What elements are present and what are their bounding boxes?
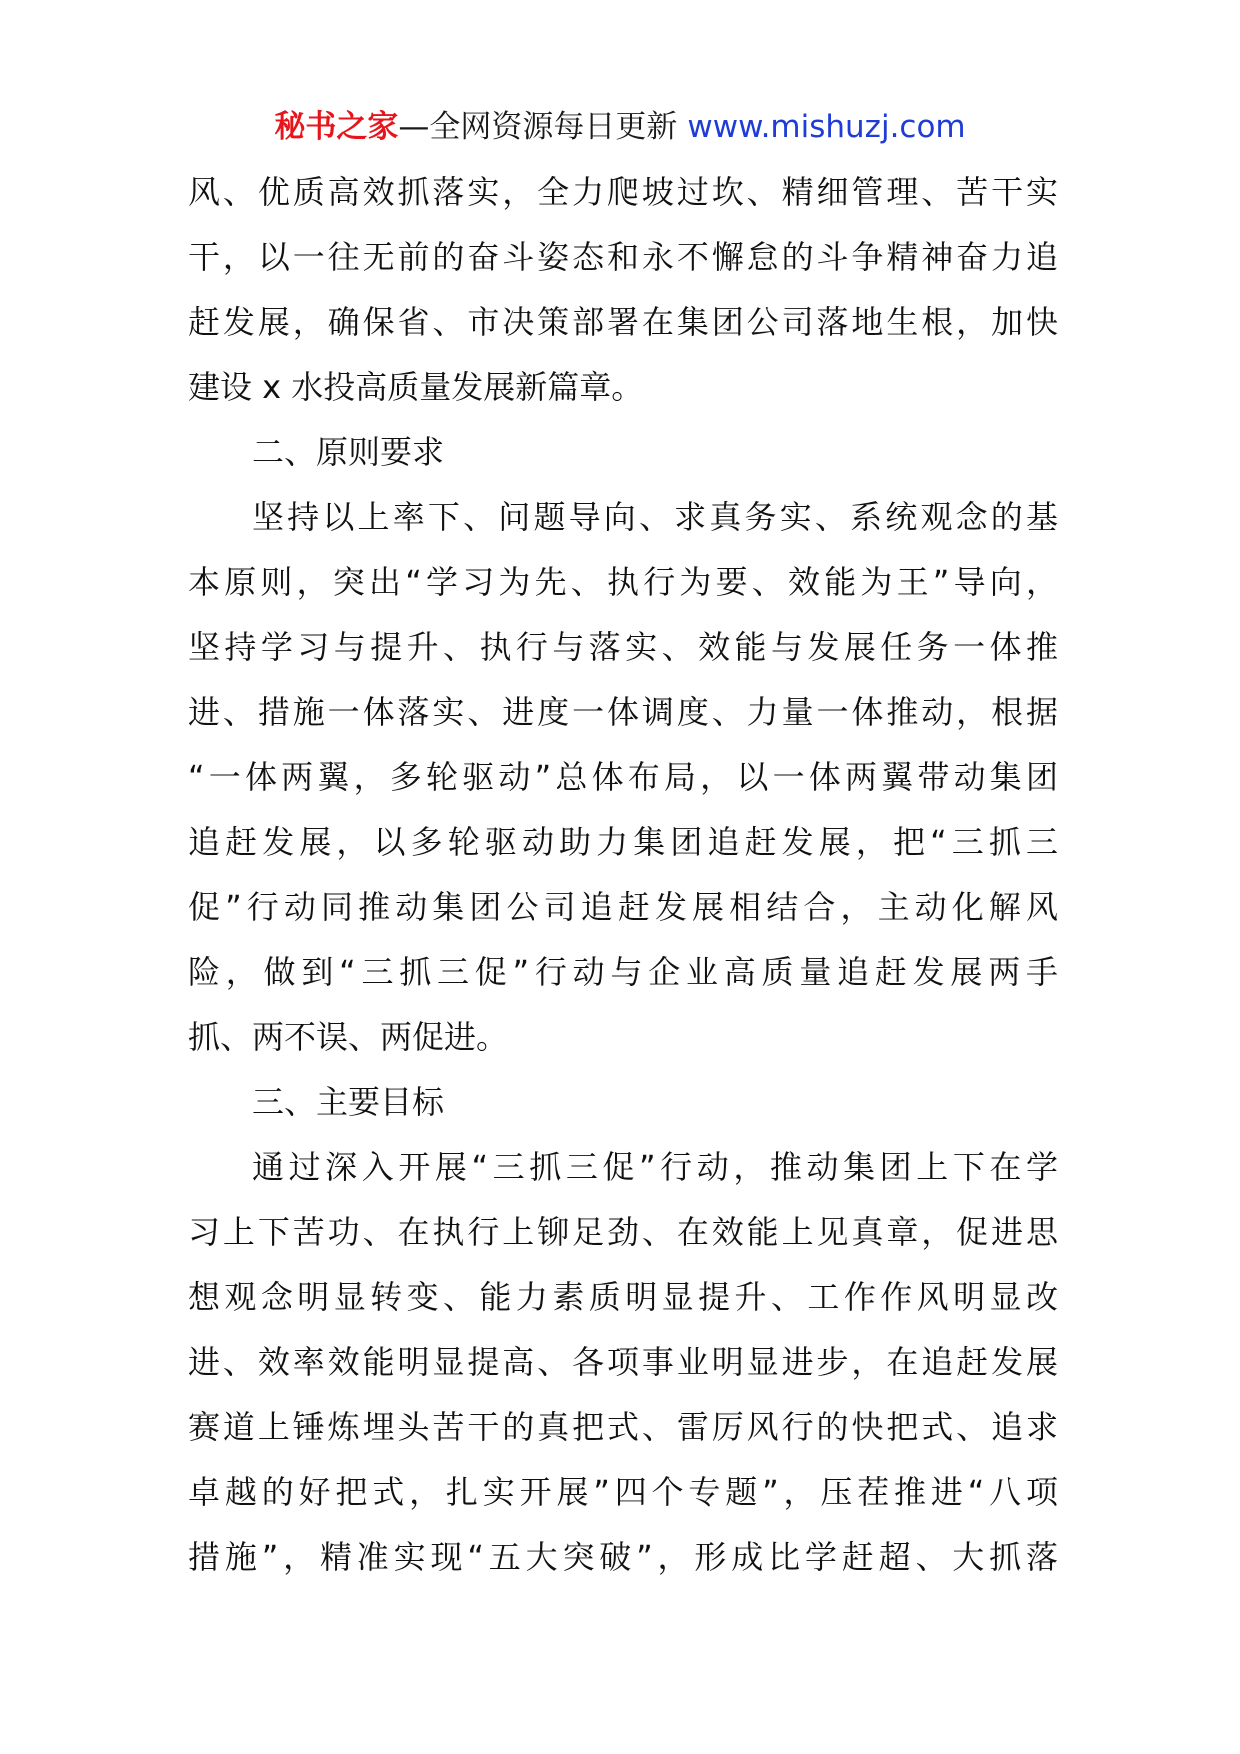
- header-brand: 秘书之家: [274, 109, 399, 145]
- header-site-link[interactable]: www.mishuzj.com: [687, 109, 966, 145]
- text-line: 建设 x 水投高质量发展新篇章。: [188, 368, 644, 406]
- text-line: 措施”，精准实现“五大突破”，形成比学赶超、大抓落: [188, 1538, 1058, 1576]
- text-line: 险，做到“三抓三促”行动与企业高质量追赶发展两手: [188, 953, 1058, 991]
- text-line: 想观念明显转变、能力素质明显提升、工作作风明显改: [188, 1278, 1058, 1316]
- text-line: 追赶发展，以多轮驱动助力集团追赶发展，把“三抓三: [188, 823, 1058, 861]
- text-line: 促”行动同推动集团公司追赶发展相结合，主动化解风: [188, 888, 1058, 926]
- text-line: 坚持以上率下、问题导向、求真务实、系统观念的基: [252, 498, 1058, 536]
- text-line: 进、措施一体落实、进度一体调度、力量一体推动，根据: [188, 693, 1058, 731]
- text-line: 抓、两不误、两促进。: [188, 1018, 509, 1056]
- text-line: 坚持学习与提升、执行与落实、效能与发展任务一体推: [188, 628, 1058, 666]
- text-line: 三、主要目标: [252, 1083, 445, 1121]
- text-line: 卓越的好把式，扎实开展”四个专题”，压茬推进“八项: [188, 1473, 1058, 1511]
- document-body: [188, 160, 1058, 1590]
- text-line: 风、优质高效抓落实，全力爬坡过坎、精细管理、苦干实: [188, 173, 1058, 211]
- text-line: 习上下苦功、在执行上铆足劲、在效能上见真章，促进思: [188, 1213, 1058, 1251]
- text-line: 本原则，突出“学习为先、执行为要、效能为王”导向，: [188, 563, 1058, 601]
- text-line: 干，以一往无前的奋斗姿态和永不懈怠的斗争精神奋力追: [188, 238, 1058, 276]
- text-line: 二、原则要求: [252, 433, 445, 471]
- text-line: 赶发展，确保省、市决策部署在集团公司落地生根，加快: [188, 303, 1058, 341]
- text-line: “一体两翼，多轮驱动”总体布局，以一体两翼带动集团: [188, 758, 1058, 796]
- page-header: [0, 104, 1240, 150]
- text-line: 通过深入开展“三抓三促”行动，推动集团上下在学: [252, 1148, 1058, 1186]
- text-line: 赛道上锤炼埋头苦干的真把式、雷厉风行的快把式、追求: [188, 1408, 1058, 1446]
- text-line: 进、效率效能明显提高、各项事业明显进步，在追赶发展: [188, 1343, 1058, 1381]
- header-tagline: —全网资源每日更新: [398, 109, 678, 145]
